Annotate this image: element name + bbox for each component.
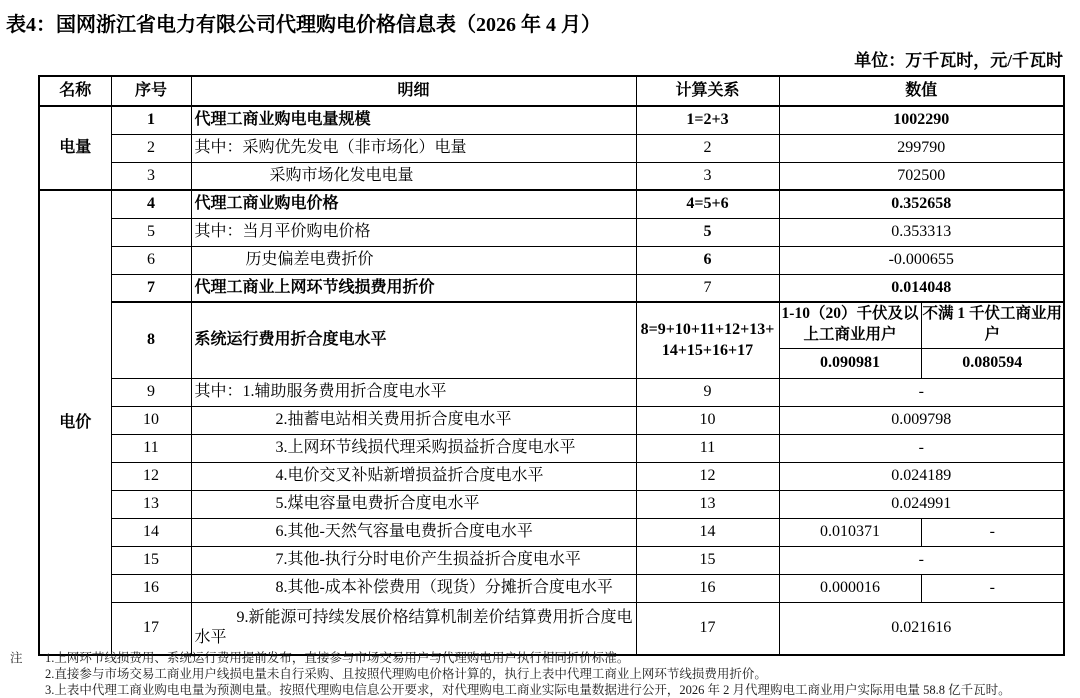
row-index: 2: [111, 134, 191, 162]
page-title: 表4：国网浙江省电力有限公司代理购电价格信息表（2026 年 4 月）: [6, 14, 601, 36]
row-calc: 3: [636, 162, 779, 190]
row-detail: 历史偏差电费折价: [191, 246, 636, 274]
price-info-table: [38, 75, 1065, 656]
col-header-detail: 明细: [191, 76, 636, 106]
row-calc: 5: [636, 218, 779, 246]
table-row-7: [39, 274, 1064, 302]
row-calc: 6: [636, 246, 779, 274]
row-detail: 其中：1.辅助服务费用折合度电水平: [191, 378, 636, 406]
row-value: 0.024189: [779, 462, 1064, 490]
row-detail: 其中：采购优先发电（非市场化）电量: [191, 134, 636, 162]
row-calc: 15: [636, 546, 779, 574]
row-calc: 1=2+3: [636, 106, 779, 134]
row-detail: 9.新能源可持续发展价格结算机制差价结算费用折合度电水平: [191, 602, 636, 655]
table-row-5: [39, 218, 1064, 246]
row-value: 0.009798: [779, 406, 1064, 434]
row-value-left: 0.010371: [779, 518, 921, 546]
row-calc: 17: [636, 602, 779, 655]
row-index: 12: [111, 462, 191, 490]
row-detail: 系统运行费用折合度电水平: [191, 302, 636, 378]
table-row-11: [39, 434, 1064, 462]
row-index: 9: [111, 378, 191, 406]
row-index: 14: [111, 518, 191, 546]
row-detail: 代理工商业上网环节线损费用折价: [191, 274, 636, 302]
row-calc: 4=5+6: [636, 190, 779, 218]
row-index: 10: [111, 406, 191, 434]
row-value-right: -: [921, 574, 1064, 602]
row-value: 0.014048: [779, 274, 1064, 302]
row-value: 702500: [779, 162, 1064, 190]
row-value: 0.024991: [779, 490, 1064, 518]
row-index: 5: [111, 218, 191, 246]
table-row-3: [39, 162, 1064, 190]
col-header-index: 序号: [111, 76, 191, 106]
row-detail: 4.电价交叉补贴新增损益折合度电水平: [191, 462, 636, 490]
col-header-name: 名称: [39, 76, 111, 106]
table-row-12: [39, 462, 1064, 490]
header-row: [39, 76, 1064, 106]
footnote-2: 2.直接参与市场交易工商业用户线损电量未自行采购、且按照代理购电价格计算的，执行上表中代理工商业上网环节线损费用折价。: [45, 667, 767, 681]
row-value: -: [779, 434, 1064, 462]
row-value: 0.352658: [779, 190, 1064, 218]
row-value-left: 0.090981: [779, 348, 921, 378]
table-row-4: [39, 190, 1064, 218]
row-value: 299790: [779, 134, 1064, 162]
row-value: 0.021616: [779, 602, 1064, 655]
row-detail: 代理工商业购电价格: [191, 190, 636, 218]
row-index: 6: [111, 246, 191, 274]
value-sub-header-left: 1-10（20）千伏及以上工商业用户: [779, 302, 921, 348]
row-calc: 14: [636, 518, 779, 546]
row-value: -: [779, 546, 1064, 574]
row-calc: 12: [636, 462, 779, 490]
row-detail: 代理工商业购电电量规模: [191, 106, 636, 134]
group-label-energy: 电量: [39, 106, 111, 190]
row-index: 11: [111, 434, 191, 462]
row-calc: 9: [636, 378, 779, 406]
footnote-1: 1.上网环节线损费用、系统运行费用提前发布，直接参与市场交易用户与代理购电用户执行相同折价标准。: [45, 651, 630, 665]
footnotes-items: [45, 650, 1076, 698]
group-label-price: 电价: [39, 190, 111, 655]
row-index: 1: [111, 106, 191, 134]
table-row-17: [39, 602, 1064, 655]
table-row-16: [39, 574, 1064, 602]
row-calc: 16: [636, 574, 779, 602]
col-header-value: 数值: [779, 76, 1064, 106]
row-calc: 8=9+10+11+12+13+14+15+16+17: [636, 302, 779, 378]
row-calc: 7: [636, 274, 779, 302]
table-row-14: [39, 518, 1064, 546]
table-row-2: [39, 134, 1064, 162]
row-detail: 采购市场化发电电量: [191, 162, 636, 190]
footnotes-label: 注: [10, 651, 23, 665]
row-index: 3: [111, 162, 191, 190]
row-index: 15: [111, 546, 191, 574]
row-detail: 2.抽蓄电站相关费用折合度电水平: [191, 406, 636, 434]
row-detail: 5.煤电容量电费折合度电水平: [191, 490, 636, 518]
row-value: -: [779, 378, 1064, 406]
row-index: 4: [111, 190, 191, 218]
table-row-10: [39, 406, 1064, 434]
table-row-8: [39, 302, 1064, 348]
row-detail: 其中：当月平价购电价格: [191, 218, 636, 246]
row-calc: 2: [636, 134, 779, 162]
row-detail: 6.其他-天然气容量电费折合度电水平: [191, 518, 636, 546]
row-index: 13: [111, 490, 191, 518]
row-index: 17: [111, 602, 191, 655]
row-detail: 3.上网环节线损代理采购损益折合度电水平: [191, 434, 636, 462]
row-index: 8: [111, 302, 191, 378]
row-value-right: -: [921, 518, 1064, 546]
row-detail: 7.其他-执行分时电价产生损益折合度电水平: [191, 546, 636, 574]
value-sub-header-right: 不满 1 千伏工商业用户: [921, 302, 1064, 348]
table-row-1: [39, 106, 1064, 134]
row-value: 1002290: [779, 106, 1064, 134]
row-calc: 10: [636, 406, 779, 434]
footnote-3: 3.上表中代理工商业购电电量为预测电量。按照代理购电信息公开要求，对代理购电工商业实际电量数据进行公开，2026 年 2 月代理购电工商业用户实际用电量 58.8 亿千瓦时。: [45, 683, 1011, 697]
row-value: 0.353313: [779, 218, 1064, 246]
row-calc: 13: [636, 490, 779, 518]
row-index: 16: [111, 574, 191, 602]
table-row-6: [39, 246, 1064, 274]
footnotes: [10, 650, 1076, 698]
row-detail: 8.其他-成本补偿费用（现货）分摊折合度电水平: [191, 574, 636, 602]
table-row-13: [39, 490, 1064, 518]
row-value-right: 0.080594: [921, 348, 1064, 378]
col-header-calc: 计算关系: [636, 76, 779, 106]
unit-label: 单位：万千瓦时，元/千瓦时: [854, 51, 1063, 70]
row-index: 7: [111, 274, 191, 302]
table-row-9: [39, 378, 1064, 406]
table-row-15: [39, 546, 1064, 574]
row-value-left: 0.000016: [779, 574, 921, 602]
row-calc: 11: [636, 434, 779, 462]
row-value: -0.000655: [779, 246, 1064, 274]
